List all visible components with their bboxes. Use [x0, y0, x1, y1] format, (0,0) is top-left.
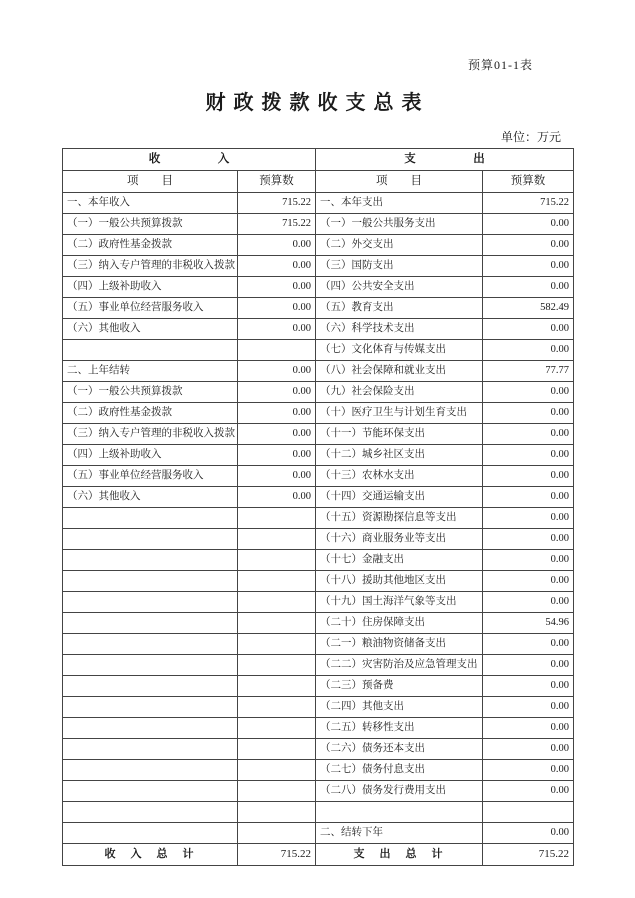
expenditure-value-cell: 0.00 [483, 634, 574, 655]
revenue-value-cell [238, 508, 316, 529]
expenditure-value-cell: 582.49 [483, 298, 574, 319]
revenue-value-cell: 715.22 [238, 193, 316, 214]
expenditure-budget-header: 预算数 [483, 171, 574, 193]
table-row [63, 466, 574, 487]
expenditure-item-cell: （二二）灾害防治及应急管理支出 [316, 655, 483, 676]
revenue-item-cell: （四）上级补助收入 [63, 277, 238, 298]
expenditure-value-cell: 77.77 [483, 361, 574, 382]
table-row [63, 823, 574, 844]
table-row [63, 340, 574, 361]
revenue-value-cell [238, 613, 316, 634]
expenditure-value-cell: 0.00 [483, 508, 574, 529]
expenditure-item-cell: （三）国防支出 [316, 256, 483, 277]
page-title: 财政拨款收支总表 [205, 92, 430, 114]
expenditure-value-cell: 0.00 [483, 781, 574, 802]
expenditure-item-cell: （二三）预备费 [316, 676, 483, 697]
expenditure-value-cell: 0.00 [483, 214, 574, 235]
table-row [63, 592, 574, 613]
revenue-item-cell [63, 718, 238, 739]
table-row [63, 403, 574, 424]
expenditure-item-cell: （二六）债务还本支出 [316, 739, 483, 760]
expenditure-value-cell: 0.00 [483, 235, 574, 256]
revenue-value-cell [238, 529, 316, 550]
expenditure-total-value: 715.22 [483, 844, 574, 866]
expenditure-value-cell: 0.00 [483, 466, 574, 487]
revenue-value-cell: 0.00 [238, 382, 316, 403]
revenue-item-cell [63, 676, 238, 697]
table-row [63, 214, 574, 235]
expenditure-value-cell: 0.00 [483, 529, 574, 550]
table-row [63, 697, 574, 718]
revenue-value-cell [238, 781, 316, 802]
revenue-item-cell [63, 613, 238, 634]
revenue-item-cell [63, 508, 238, 529]
revenue-value-cell [238, 739, 316, 760]
expenditure-item-cell: （十二）城乡社区支出 [316, 445, 483, 466]
table-row [63, 781, 574, 802]
expenditure-value-cell: 0.00 [483, 340, 574, 361]
revenue-value-cell: 0.00 [238, 298, 316, 319]
table-row [63, 655, 574, 676]
revenue-value-cell: 0.00 [238, 361, 316, 382]
expenditure-group-header: 支 出 [316, 149, 574, 171]
expenditure-item-header: 项 目 [316, 171, 483, 193]
revenue-value-cell: 715.22 [238, 214, 316, 235]
doc-label: 预算01-1表 [468, 58, 533, 72]
expenditure-value-cell: 715.22 [483, 193, 574, 214]
table-row [63, 529, 574, 550]
expenditure-value-cell: 0.00 [483, 256, 574, 277]
expenditure-item-cell: 一、本年支出 [316, 193, 483, 214]
column-header-row [63, 171, 574, 193]
expenditure-value-cell: 0.00 [483, 697, 574, 718]
revenue-value-cell [238, 550, 316, 571]
expenditure-item-cell: （一）一般公共服务支出 [316, 214, 483, 235]
expenditure-value-cell: 0.00 [483, 760, 574, 781]
expenditure-item-cell: （二）外交支出 [316, 235, 483, 256]
total-row [63, 844, 574, 866]
expenditure-value-cell: 0.00 [483, 676, 574, 697]
table-row [63, 487, 574, 508]
revenue-budget-header: 预算数 [238, 171, 316, 193]
revenue-item-cell [63, 823, 238, 844]
table-row [63, 235, 574, 256]
table-row [63, 424, 574, 445]
revenue-item-cell: （一）一般公共预算拨款 [63, 214, 238, 235]
revenue-item-cell: 一、本年收入 [63, 193, 238, 214]
expenditure-item-cell: （二七）债务付息支出 [316, 760, 483, 781]
revenue-value-cell [238, 760, 316, 781]
revenue-item-cell [63, 529, 238, 550]
expenditure-item-cell: （十一）节能环保支出 [316, 424, 483, 445]
table-row [63, 802, 574, 823]
expenditure-value-cell: 0.00 [483, 403, 574, 424]
expenditure-item-cell: （二一）粮油物资储备支出 [316, 634, 483, 655]
revenue-value-cell: 0.00 [238, 256, 316, 277]
revenue-value-cell: 0.00 [238, 319, 316, 340]
revenue-item-cell: （五）事业单位经营服务收入 [63, 466, 238, 487]
revenue-value-cell: 0.00 [238, 403, 316, 424]
expenditure-value-cell: 54.96 [483, 613, 574, 634]
table-row [63, 571, 574, 592]
revenue-value-cell: 0.00 [238, 277, 316, 298]
expenditure-item-cell: （七）文化体育与传媒支出 [316, 340, 483, 361]
revenue-item-cell: （四）上级补助收入 [63, 445, 238, 466]
expenditure-value-cell: 0.00 [483, 592, 574, 613]
table-row [63, 298, 574, 319]
expenditure-item-cell: （五）教育支出 [316, 298, 483, 319]
table-row [63, 319, 574, 340]
revenue-item-cell [63, 655, 238, 676]
expenditure-item-cell: （十六）商业服务业等支出 [316, 529, 483, 550]
revenue-value-cell [238, 571, 316, 592]
expenditure-item-cell: （二八）债务发行费用支出 [316, 781, 483, 802]
revenue-value-cell: 0.00 [238, 466, 316, 487]
table-row [63, 361, 574, 382]
table-row [63, 382, 574, 403]
revenue-item-cell: （三）纳入专户管理的非税收入拨款 [63, 424, 238, 445]
expenditure-item-cell: （二四）其他支出 [316, 697, 483, 718]
budget-table [62, 148, 574, 866]
expenditure-item-cell: （二五）转移性支出 [316, 718, 483, 739]
expenditure-item-cell: （十八）援助其他地区支出 [316, 571, 483, 592]
revenue-value-cell: 0.00 [238, 235, 316, 256]
revenue-item-cell [63, 739, 238, 760]
revenue-value-cell: 0.00 [238, 445, 316, 466]
table-row [63, 445, 574, 466]
revenue-value-cell [238, 697, 316, 718]
expenditure-value-cell: 0.00 [483, 739, 574, 760]
revenue-value-cell: 0.00 [238, 487, 316, 508]
expenditure-item-cell: （十四）交通运输支出 [316, 487, 483, 508]
table-row [63, 718, 574, 739]
expenditure-value-cell: 0.00 [483, 319, 574, 340]
expenditure-item-cell: （十五）资源勘探信息等支出 [316, 508, 483, 529]
revenue-item-cell [63, 571, 238, 592]
table-row [63, 550, 574, 571]
expenditure-value-cell: 0.00 [483, 424, 574, 445]
revenue-item-cell [63, 760, 238, 781]
revenue-value-cell [238, 655, 316, 676]
revenue-value-cell [238, 340, 316, 361]
revenue-value-cell [238, 802, 316, 823]
revenue-item-cell [63, 634, 238, 655]
revenue-value-cell [238, 592, 316, 613]
table-row [63, 277, 574, 298]
revenue-total-value: 715.22 [238, 844, 316, 866]
table-row [63, 760, 574, 781]
revenue-value-cell [238, 676, 316, 697]
expenditure-value-cell: 0.00 [483, 487, 574, 508]
expenditure-item-cell: （十三）农林水支出 [316, 466, 483, 487]
table-row [63, 634, 574, 655]
revenue-value-cell [238, 718, 316, 739]
table-row [63, 193, 574, 214]
revenue-item-cell: （六）其他收入 [63, 487, 238, 508]
expenditure-item-cell: （十九）国土海洋气象等支出 [316, 592, 483, 613]
revenue-item-cell: （三）纳入专户管理的非税收入拨款 [63, 256, 238, 277]
expenditure-total-label: 支 出 总 计 [316, 844, 483, 866]
expenditure-item-cell: （九）社会保险支出 [316, 382, 483, 403]
revenue-item-cell [63, 781, 238, 802]
table-row [63, 256, 574, 277]
unit-label: 单位：万元 [500, 130, 561, 144]
expenditure-value-cell: 0.00 [483, 382, 574, 403]
revenue-item-cell: 二、上年结转 [63, 361, 238, 382]
revenue-value-cell: 0.00 [238, 424, 316, 445]
expenditure-item-cell: （十七）金融支出 [316, 550, 483, 571]
revenue-item-cell [63, 550, 238, 571]
revenue-group-header: 收 入 [63, 149, 316, 171]
expenditure-value-cell [483, 802, 574, 823]
revenue-item-cell [63, 802, 238, 823]
expenditure-value-cell: 0.00 [483, 823, 574, 844]
table-row [63, 739, 574, 760]
expenditure-item-cell: （四）公共安全支出 [316, 277, 483, 298]
revenue-item-cell [63, 340, 238, 361]
table-body [63, 193, 574, 844]
revenue-value-cell [238, 634, 316, 655]
expenditure-item-cell: （十）医疗卫生与计划生育支出 [316, 403, 483, 424]
expenditure-value-cell: 0.00 [483, 718, 574, 739]
group-header-row [63, 149, 574, 171]
table-row [63, 676, 574, 697]
expenditure-item-cell [316, 802, 483, 823]
expenditure-value-cell: 0.00 [483, 445, 574, 466]
revenue-item-cell: （一）一般公共预算拨款 [63, 382, 238, 403]
expenditure-item-cell: （八）社会保障和就业支出 [316, 361, 483, 382]
revenue-item-cell [63, 697, 238, 718]
revenue-item-cell [63, 592, 238, 613]
expenditure-value-cell: 0.00 [483, 550, 574, 571]
revenue-item-cell: （五）事业单位经营服务收入 [63, 298, 238, 319]
expenditure-item-cell: （二十）住房保障支出 [316, 613, 483, 634]
revenue-item-cell: （六）其他收入 [63, 319, 238, 340]
table-row [63, 613, 574, 634]
table-row [63, 508, 574, 529]
revenue-item-cell: （二）政府性基金拨款 [63, 235, 238, 256]
expenditure-value-cell: 0.00 [483, 655, 574, 676]
expenditure-item-cell: （六）科学技术支出 [316, 319, 483, 340]
expenditure-value-cell: 0.00 [483, 277, 574, 298]
revenue-item-cell: （二）政府性基金拨款 [63, 403, 238, 424]
expenditure-item-cell: 二、结转下年 [316, 823, 483, 844]
revenue-value-cell [238, 823, 316, 844]
revenue-total-label: 收 入 总 计 [63, 844, 238, 866]
expenditure-value-cell: 0.00 [483, 571, 574, 592]
revenue-item-header: 项 目 [63, 171, 238, 193]
